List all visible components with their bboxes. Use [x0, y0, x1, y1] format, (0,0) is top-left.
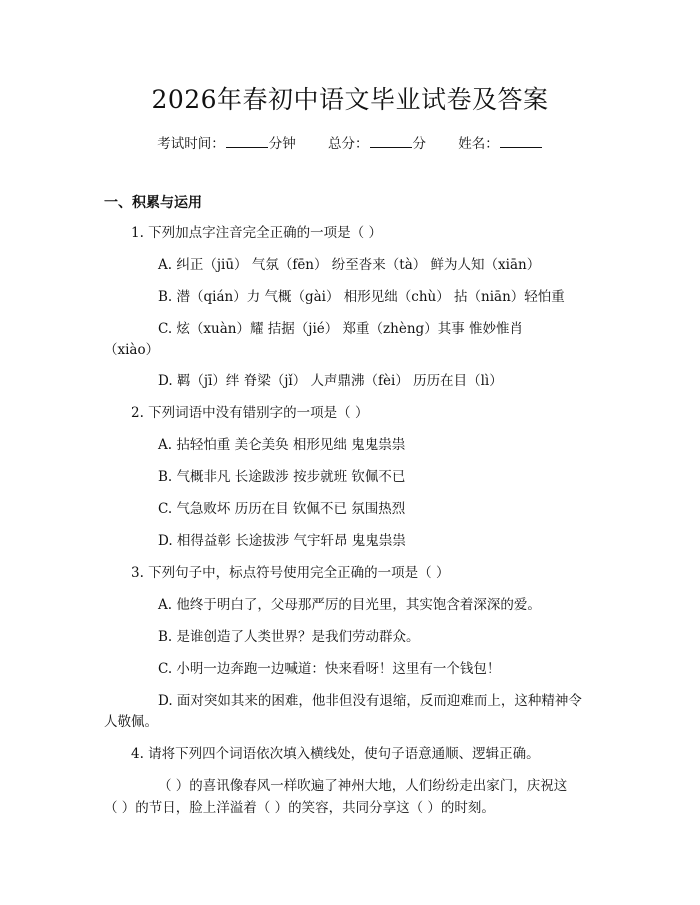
student-name-blank: [500, 135, 542, 148]
section-heading: 一、积累与运用: [104, 195, 202, 211]
question-2-option-a: A. 拈轻怕重 美仑美奂 相形见绌 鬼鬼祟祟: [158, 437, 406, 453]
question-3-option-d: D. 面对突如其来的困难，他非但没有退缩，反而迎难而上，这种精神令: [158, 693, 582, 709]
question-2-stem: 2. 下列词语中没有错别字的一项是（ ）: [131, 405, 369, 421]
question-3-stem: 3. 下列句子中，标点符号使用完全正确的一项是（ ）: [131, 565, 450, 581]
question-3-option-d-continued: 人敬佩。: [104, 714, 158, 730]
total-score-label: 总分：: [328, 136, 369, 152]
exam-meta: [0, 132, 700, 152]
page-title: 2026年春初中语文毕业试卷及答案: [151, 85, 549, 114]
question-4-stem: 4. 请将下列四个词语依次填入横线处，使句子语意通顺、逻辑正确。: [131, 746, 540, 762]
question-2-option-d: D. 相得益彰 长途拔涉 气宇轩昂 鬼鬼祟祟: [158, 533, 406, 549]
student-name-label: 姓名：: [458, 136, 499, 152]
total-score-field: [328, 136, 426, 152]
question-1-option-a: A. 纠正（jiū） 气氛（fēn） 纷至沓来（tà） 鲜为人知（xiān）: [158, 257, 541, 273]
question-4-passage-line-1: （ ）的喜讯像春风一样吹遍了神州大地，人们纷纷走出家门，庆祝这: [158, 778, 568, 794]
question-1-stem: 1. 下列加点字注音完全正确的一项是（ ）: [131, 225, 382, 241]
exam-time-label: 考试时间：: [157, 136, 225, 152]
exam-time-unit: 分钟: [268, 136, 296, 152]
question-4-passage-line-2: （ ）的节日，脸上洋溢着（ ）的笑容，共同分享这（ ）的时刻。: [104, 800, 495, 816]
question-1-option-b: B. 潜（qián）力 气概（gài） 相形见绌（chù） 拈（niān）轻怕重: [158, 289, 565, 305]
question-3-option-a: A. 他终于明白了，父母那严厉的目光里，其实饱含着深深的爱。: [158, 597, 541, 613]
question-1-option-d: D. 羁（jī）绊 脊梁（jǐ） 人声鼎沸（fèi） 历历在目（lì）: [158, 373, 503, 389]
question-1-option-c: C. 炫（xuàn）耀 拮据（jié） 郑重（zhèng）其事 惟妙惟肖: [158, 321, 523, 337]
question-3-option-c: C. 小明一边奔跑一边喊道：快来看呀！这里有一个钱包！: [158, 661, 501, 677]
exam-time-blank: [226, 135, 268, 148]
question-3-option-b: B. 是谁创造了人类世界？是我们劳动群众。: [158, 629, 420, 645]
total-score-blank: [370, 135, 412, 148]
question-1-option-c-continued: （xiào）: [104, 342, 160, 358]
question-2-option-c: C. 气急败坏 历历在目 钦佩不已 氛围热烈: [158, 501, 406, 517]
student-name-field: [458, 136, 543, 152]
question-2-option-b: B. 气概非凡 长途跋涉 按步就班 钦佩不已: [158, 469, 406, 485]
total-score-unit: 分: [412, 136, 426, 152]
exam-time-field: [157, 136, 296, 152]
